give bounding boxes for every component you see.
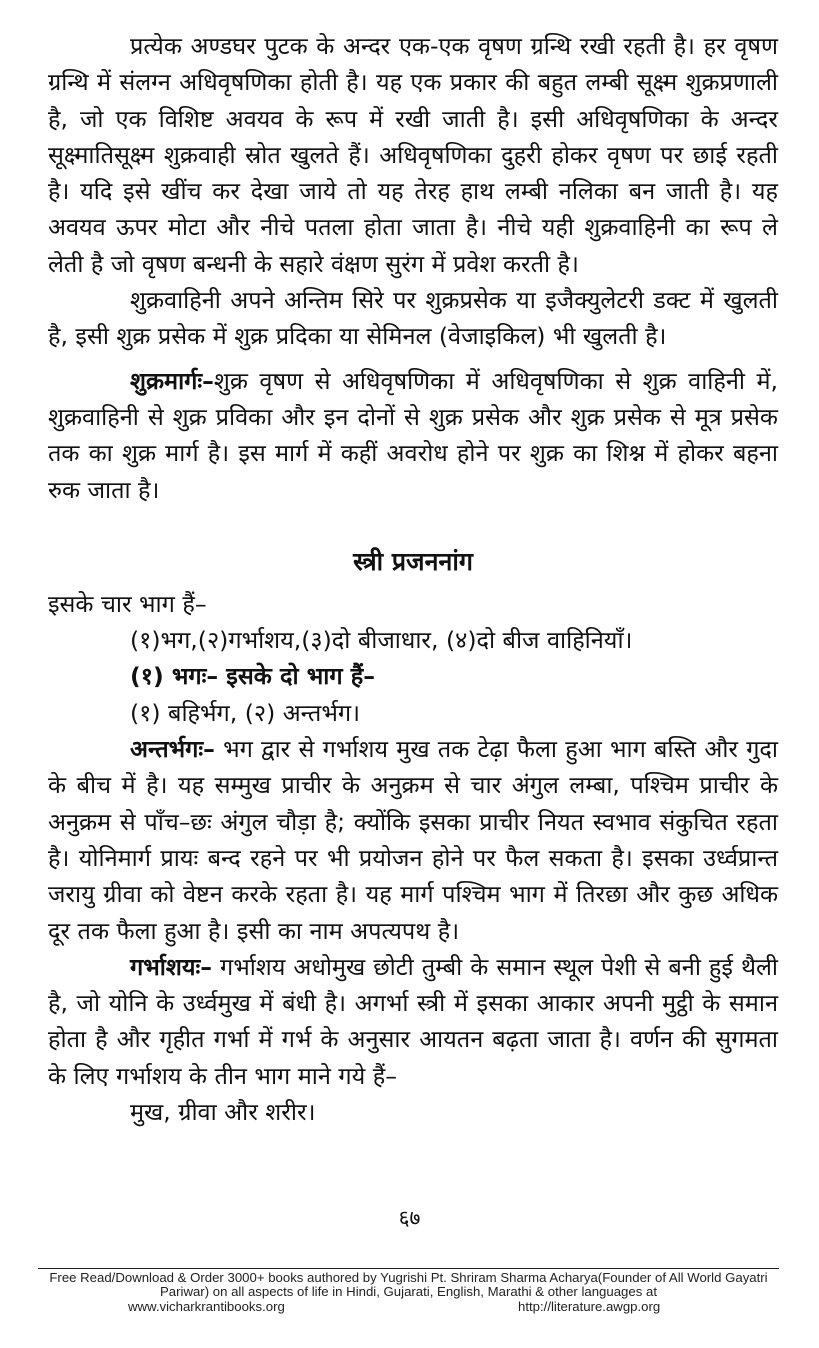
paragraph-3-text: शुक्र वृषण से अधिवृषणिका में अधिवृषणिका से शुक्र वाहिनी में, शुक्रवाहिनी से शुक्र प्रविका और इन दोनों से शुक्र प्रसेक और शुक्र प्रसेक से मूत्र प्रसेक तक का शुक्र मार्ग है। इस मार्ग में कहीं अवरोध होने पर शुक्र का शिश्न में होकर बहना रुक जाता है।	[48, 366, 778, 504]
page-number: ६७	[398, 1206, 421, 1230]
intro-line: इसके चार भाग हैं–	[48, 589, 207, 618]
list-line-1: (१)भग,(२)गर्भाशय,(३)दो बीजाधार, (४)दो बीज वाहिनियाँ।	[130, 626, 633, 655]
footer-divider	[38, 1268, 779, 1269]
footer-link-vicharkranti[interactable]: www.vicharkrantibooks.org	[128, 1299, 285, 1314]
paragraph-5-text: गर्भाशय अधोमुख छोटी तुम्बी के समान स्थूल पेशी से बनी हुई थैली है, जो योनि के उर्ध्वमुख में बंधी है। अगर्भा स्त्री में इसका आकार अपनी मुट्ठी के समान होता है और गृहीत गर्भा में गर्भ के अनुसार आयतन बढ़ता जाता है। वर्णन की सुगमता के लिए गर्भाशय के तीन भाग माने गये हैं–	[48, 952, 778, 1090]
paragraph-5	[48, 949, 778, 1094]
section-heading: स्त्री प्रजननांग	[353, 546, 473, 576]
paragraph-4-lead: अन्तर्भगः–	[130, 735, 215, 764]
paragraph-3-lead: शुक्रमार्गः–	[130, 366, 214, 395]
page-body	[48, 28, 778, 1130]
list-line-2: (१) भगः– इसके दो भाग हैं–	[130, 662, 375, 691]
paragraph-6: मुख, ग्रीवा और शरीर।	[130, 1098, 316, 1127]
list-line-3: (१) बहिर्भग, (२) अन्तर्भग।	[130, 698, 360, 727]
paragraph-5-lead: गर्भाशयः–	[130, 952, 212, 981]
paragraph-1: प्रत्येक अण्डघर पुटक के अन्दर एक-एक वृषण ग्रन्थि रखी रहती है। हर वृषण ग्रन्थि में संलग्न अधिवृषणिका होती है। यह एक प्रकार की बहुत लम्बी सूक्ष्म शुक्रप्रणाली है, जो एक विशिष्ट अवयव के रूप में रखी जाती है। इसी अधिवृषणिका के अन्दर सूक्ष्मातिसूक्ष्म शुक्रवाही स्रोत खुलते हैं। अधिवृषणिका दुहरी होकर वृषण पर छाई रहती है। यदि इसे खींच कर देखा जाये तो यह तेरह हाथ लम्बी नलिका बन जाती है। यह अवयव ऊपर मोटा और नीचे पतला होता जाता है। नीचे यही शुक्रवाहिनी का रूप ले लेती है जो वृषण बन्धनी के सहारे वंक्षण सुरंग में प्रवेश करती है।	[48, 32, 778, 278]
paragraph-4-text: भग द्वार से गर्भाशय मुख तक टेढ़ा फैला हुआ भाग बस्ति और गुदा के बीच में है। यह सम्मुख प्राचीर के अनुक्रम से चार अंगुल लम्बा, पश्चिम प्राचीर के अनुक्रम से पाँच–छः अंगुल चौड़ा है; क्योंकि इसका प्राचीर नियत स्वभाव संकुचित रहता है। योनिमार्ग प्रायः बन्द रहने पर भी प्रयोजन होने पर फैल सकता है। इसका उर्ध्वप्रान्त जरायु ग्रीवा को वेष्टन करके रहता है। यह मार्ग पश्चिम भाग में तिरछा और कुछ अधिक दूर तक फैला हुआ है। इसी का नाम अपत्यपथ है।	[48, 735, 778, 945]
paragraph-4	[48, 731, 778, 949]
paragraph-2: शुक्रवाहिनी अपने अन्तिम सिरे पर शुक्रप्रसेक या इजैक्युलेटरी डक्ट में खुलती है, इसी शुक्र प्रसेक में शुक्र प्रदिका या सेमिनल (वेजाइकिल) भी खुलती है।	[48, 286, 778, 351]
footer-link-awgp[interactable]: http://literature.awgp.org	[518, 1299, 661, 1314]
paragraph-3	[48, 363, 778, 508]
footer-text: Free Read/Download & Order 3000+ books authored by Yugrishi Pt. Shriram Sharma Acharya(Founder of All World Gayatri Pariwar) on all aspects of life in Hindi, Gujarati, English, Marathi & other languages at	[49, 1270, 768, 1299]
